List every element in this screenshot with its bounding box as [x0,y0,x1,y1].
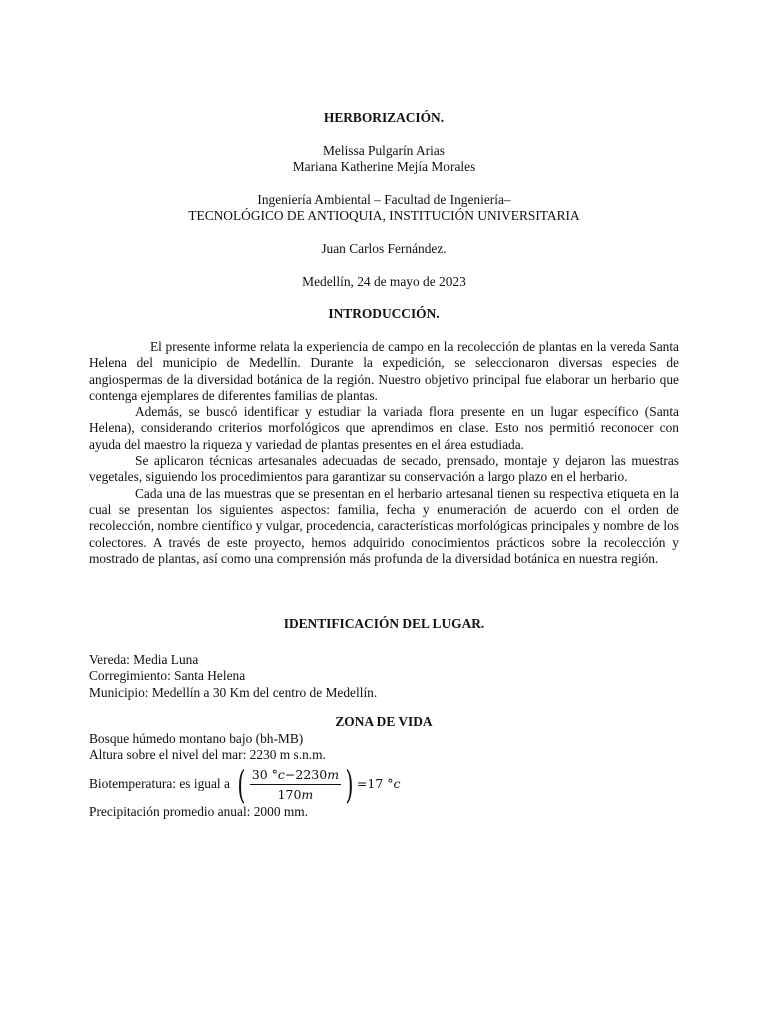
location-heading: IDENTIFICACIÓN DEL LUGAR. [283,616,485,631]
life-zone-details [89,731,679,820]
forest-line: Bosque húmedo montano bajo (bh-MB) [89,731,304,746]
life-zone-heading: ZONA DE VIDA [335,714,433,729]
municipio-line: Municipio: Medellín a 30 Km del centro de Medellín. [89,684,378,700]
fraction-numerator: 30 °c−2230m [250,767,341,785]
right-paren: ) [345,762,354,807]
left-paren: ( [237,762,246,807]
fraction-denominator: 170m [277,787,314,803]
program-line: Ingeniería Ambiental – Facultad de Ingeniería– [257,192,511,207]
location-details [89,652,679,701]
teacher-name: Juan Carlos Fernández. [321,241,447,256]
biotemperature-formula [234,762,401,807]
introduction-paragraph: El presente informe relata la experiencia de campo en la recolección de plantas en la vereda Santa Helena del municipio de Medellín. Durante la expedición, se seleccionaron diversas especies de angiospermas de la diversidad botánica de la región. Nuestro objetivo principal fue elaborar un herbario que contenga ejemplares de diferentes familias de plantas. [89,339,679,403]
introduction-paragraph: Se aplicaron técnicas artesanales adecuadas de secado, prensado, montaje y dejaron las muestras vegetales, siguiendo los procedimientos para garantizar su conservación a largo plazo en el herbario. [89,453,679,485]
altitude-line: Altura sobre el nivel del mar: 2230 m s.n.m. [89,747,326,763]
biotemperature-label: Biotemperatura: es igual a [89,776,230,792]
introduction-body [89,339,679,567]
vereda-line: Vereda: Media Luna [89,652,199,667]
author-name: Melissa Pulgarín Arias [323,143,445,158]
introduction-paragraph: Cada una de las muestras que se presentan en el herbario artesanal tienen su respectiva etiqueta en la cual se presentan los siguientes aspectos: familia, fecha y enumeración de acuerdo con el orden de recolección, nombre científico y vulgar, procedencia, características morfológicas principales y nombre de los colectores. A través de este proyecto, hemos adquirido conocimientos prácticos sobre la recolección y mostrado de plantas, así como una comprensión más profunda de la diversidad botánica en nuestra región. [89,485,679,566]
introduction-heading: INTRODUCCIÓN. [328,306,440,321]
fraction [250,767,341,802]
affiliation [89,192,679,225]
document-date: Medellín, 24 de mayo de 2023 [302,274,466,289]
author-name: Mariana Katherine Mejía Morales [292,159,476,175]
formula-result: =17 °c [356,776,401,792]
corregimiento-line: Corregimiento: Santa Helena [89,668,246,684]
biotemperature-line [89,762,679,807]
authors [89,143,679,176]
introduction-paragraph: Además, se buscó identificar y estudiar la variada flora presente en un lugar específico (Santa Helena), considerando criterios morfológicos que aprendimos en clase. Esto nos permitió reconocer con ayuda del maestro la riqueza y variedad de plantas presentes en el área estudiada. [89,404,679,452]
document-title: HERBORIZACIÓN. [323,110,445,125]
precipitation-line: Precipitación promedio anual: 2000 mm. [89,803,309,819]
institution-line: TECNOLÓGICO DE ANTIOQUIA, INSTITUCIÓN UNIVERSITARIA [188,208,580,224]
